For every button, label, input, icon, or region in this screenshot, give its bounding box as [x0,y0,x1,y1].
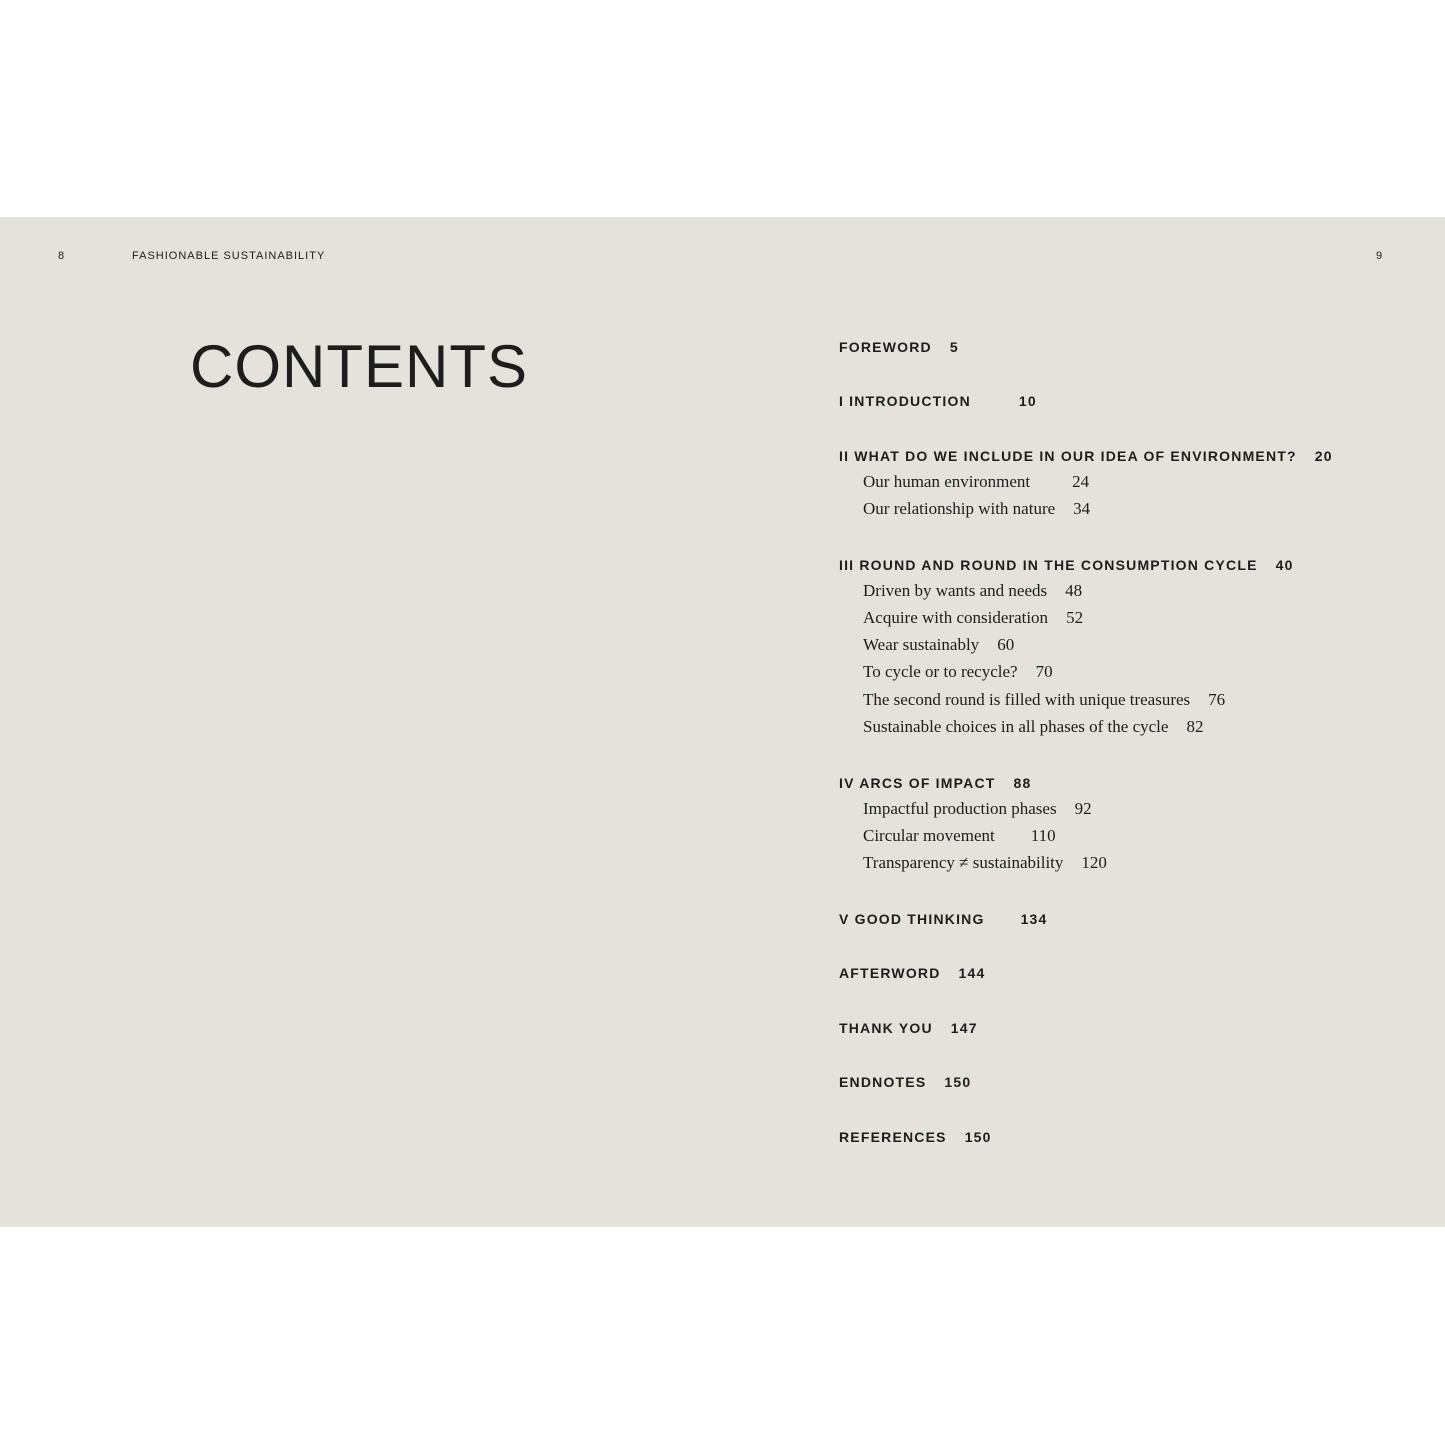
toc-subentry [863,690,1225,710]
toc-label: Transparency ≠ sustainability [863,853,1064,872]
left-page-number: 8 [58,250,65,262]
toc-label: AFTERWORD [839,965,941,981]
toc-entry-endnotes [839,1074,971,1090]
toc-page: 5 [949,339,959,355]
toc-page: 52 [1066,608,1084,627]
toc-page: 10 [1018,393,1037,409]
toc-page: 150 [944,1074,972,1090]
toc-label: THANK YOU [839,1020,933,1036]
toc-label: II WHAT DO WE INCLUDE IN OUR IDEA OF ENVIRONMENT? [839,448,1297,464]
toc-page: 150 [964,1129,992,1145]
toc-label: Driven by wants and needs [863,581,1048,600]
toc-subentry [863,635,1014,655]
book-spread [0,217,1445,1227]
right-page-number: 9 [1376,250,1383,262]
toc-label: Our relationship with nature [863,499,1056,518]
toc-subentry [863,662,1053,682]
toc-page: 144 [958,965,986,981]
toc-entry-introduction [839,393,1037,409]
toc-label: Acquire with consideration [863,608,1049,627]
toc-entry-references [839,1129,992,1145]
toc-label: The second round is filled with unique treasures [863,690,1191,709]
toc-entry-environment [839,448,1333,464]
toc-subentry [863,472,1089,492]
running-head: FASHIONABLE SUSTAINABILITY [132,250,326,262]
toc-label: ENDNOTES [839,1074,927,1090]
toc-page: 24 [1072,472,1090,491]
toc-subentry [863,608,1083,628]
toc-page: 60 [997,635,1015,654]
toc-page: 70 [1035,662,1053,681]
toc-label: Impactful production phases [863,799,1057,818]
toc-label: REFERENCES [839,1129,947,1145]
toc-page: 76 [1208,690,1226,709]
toc-label: FOREWORD [839,339,932,355]
toc-page: 120 [1081,853,1107,872]
toc-label: III ROUND AND ROUND IN THE CONSUMPTION CYCLE [839,557,1258,573]
toc-label: Sustainable choices in all phases of the cycle [863,717,1169,736]
toc-entry-thank-you [839,1020,978,1036]
contents-title: CONTENTS [190,333,528,400]
toc-entry-good-thinking [839,911,1048,927]
toc-label: I INTRODUCTION [839,393,971,409]
toc-label: Circular movement [863,826,995,845]
toc-label: Our human environment [863,472,1031,491]
toc-page: 88 [1013,775,1032,791]
toc-page: 40 [1275,557,1294,573]
toc-subentry [863,581,1082,601]
toc-page: 48 [1065,581,1083,600]
toc-page: 20 [1314,448,1333,464]
toc-label: IV ARCS OF IMPACT [839,775,996,791]
toc-subentry [863,717,1203,737]
toc-page: 34 [1073,499,1091,518]
toc-subentry [863,799,1092,819]
toc-page: 110 [1030,826,1056,845]
toc-entry-consumption-cycle [839,557,1294,573]
toc-label: V GOOD THINKING [839,911,985,927]
toc-page: 92 [1074,799,1092,818]
toc-subentry [863,826,1056,846]
toc-page: 134 [1020,911,1048,927]
toc-entry-arcs-of-impact [839,775,1032,791]
toc-subentry [863,499,1090,519]
toc-subentry [863,853,1107,873]
toc-page: 147 [950,1020,978,1036]
toc-entry-foreword [839,339,959,355]
toc-label: Wear sustainably [863,635,980,654]
toc-label: To cycle or to recycle? [863,662,1018,681]
toc-page: 82 [1186,717,1204,736]
toc-entry-afterword [839,965,986,981]
